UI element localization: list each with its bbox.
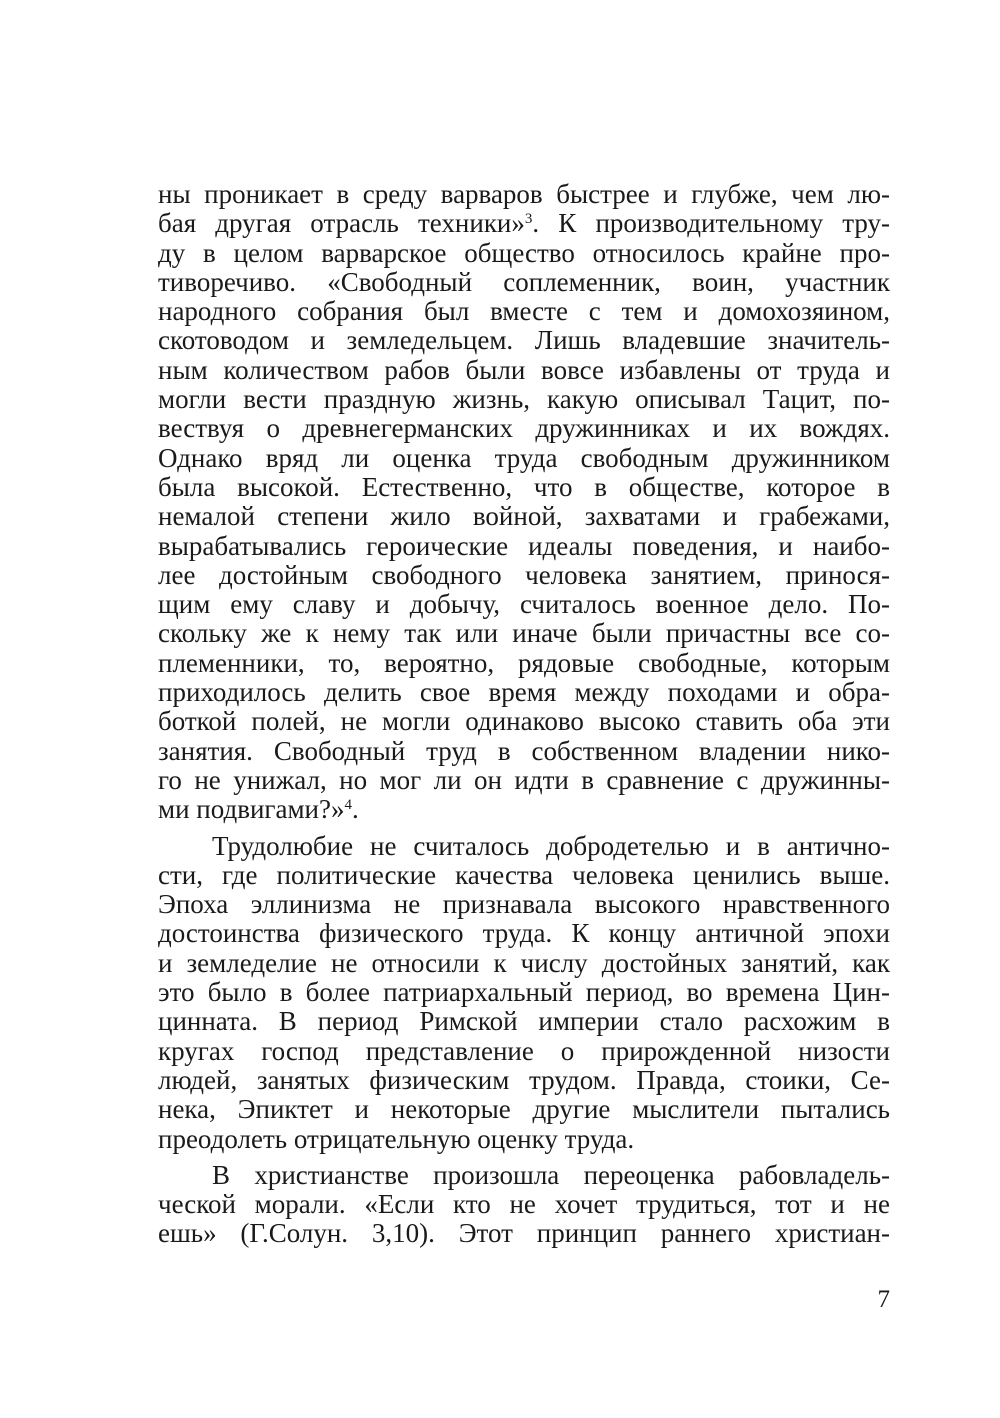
text-line: ми подвигами?»$^4$. xyxy=(158,794,359,825)
text-line: племенники, то, вероятно, рядовые свободные, которым xyxy=(158,647,890,678)
text-line: Однако вряд ли оценка труда свободным дружинником xyxy=(158,442,890,473)
footnote-ref-4[interactable]: 4 xyxy=(344,797,352,814)
text-line: немалой степени жило войной, захватами и грабежами, xyxy=(158,501,890,532)
text-line: и земледелие не относили к числу достойных занятий, как xyxy=(158,947,890,978)
text-line: щим ему славу и добычу, считалось военное дело. По- xyxy=(158,589,890,620)
text-line: вырабатывались героические идеалы поведения, и наибо- xyxy=(158,530,890,561)
paragraph-3 xyxy=(158,1161,890,1249)
text-line: ческой морали. «Если кто не хочет трудиться, тот и не xyxy=(158,1189,890,1220)
text-line: тиворечиво. «Свободный соплеменник, воин, участник xyxy=(158,266,890,297)
text-line: ду в целом варварское общество относилось крайне про- xyxy=(158,237,890,268)
text-line: преодолеть отрицательную оценку труда. xyxy=(158,1123,635,1154)
text-line: сти, где политические качества человека ценились выше. xyxy=(158,859,890,890)
text-line: Трудолюбие не считалось добродетелью и в антично- xyxy=(212,830,890,861)
text-line: нека, Эпиктет и некоторые другие мыслители пытались xyxy=(158,1094,890,1125)
text-line: боткой полей, не могли одинаково высоко ставить оба эти xyxy=(158,706,890,737)
text-line: вествуя о древнегерманских дружинниках и их вождях. xyxy=(158,413,890,444)
text-line: Эпоха эллинизма не признавала высокого нравственного xyxy=(158,889,890,920)
footnote-ref-3[interactable]: 3 xyxy=(524,211,533,228)
text-line: го не унижал, но мог ли он идти в сравнение с дружинны- xyxy=(158,764,890,795)
text-line: В христианстве произошла переоценка рабовладель- xyxy=(212,1159,890,1190)
text-line: ешь» (Г.Солун. 3,10). Этот принцип раннего христиан- xyxy=(158,1218,890,1249)
text-line: цинната. В период Римской империи стало расхожим в xyxy=(158,1006,890,1037)
text-line: занятия. Свободный труд в собственном владении нико- xyxy=(158,735,890,766)
text-line: ным количеством рабов были вовсе избавлены от труда и xyxy=(158,354,890,385)
text-line: людей, занятых физическим трудом. Правда, стоики, Се- xyxy=(158,1064,890,1095)
paragraph-2 xyxy=(158,832,890,1154)
text-line: скотоводом и земледельцем. Лишь владевшие значитель- xyxy=(158,325,890,356)
text-line: ны проникает в среду варваров быстрее и глубже, чем лю- xyxy=(158,179,890,209)
text-line: лее достойным свободного человека занятием, принося- xyxy=(158,559,890,590)
text-line: могли вести праздную жизнь, какую описывал Тацит, по- xyxy=(158,384,890,415)
text-line: кругах господ представление о прирожденной низости xyxy=(158,1035,890,1066)
paragraph-1 xyxy=(158,180,890,825)
text-body xyxy=(158,180,890,1256)
text-line: достоинства физического труда. К концу античной эпохи xyxy=(158,918,890,949)
page-number: 7 xyxy=(877,1286,890,1313)
text-line: скольку же к нему так или иначе были причастны все со- xyxy=(158,618,890,649)
text-line: была высокой. Естественно, что в обществе, которое в xyxy=(158,471,890,502)
text-line: это было в более патриархальный период, во времена Цин- xyxy=(158,977,890,1008)
text-line: бая другая отрасль техники»$^3$. К производительному тру- xyxy=(158,208,891,239)
text-line: приходилось делить свое время между походами и обра- xyxy=(158,677,890,708)
text-line: народного собрания был вместе с тем и домохозяином, xyxy=(158,296,890,327)
